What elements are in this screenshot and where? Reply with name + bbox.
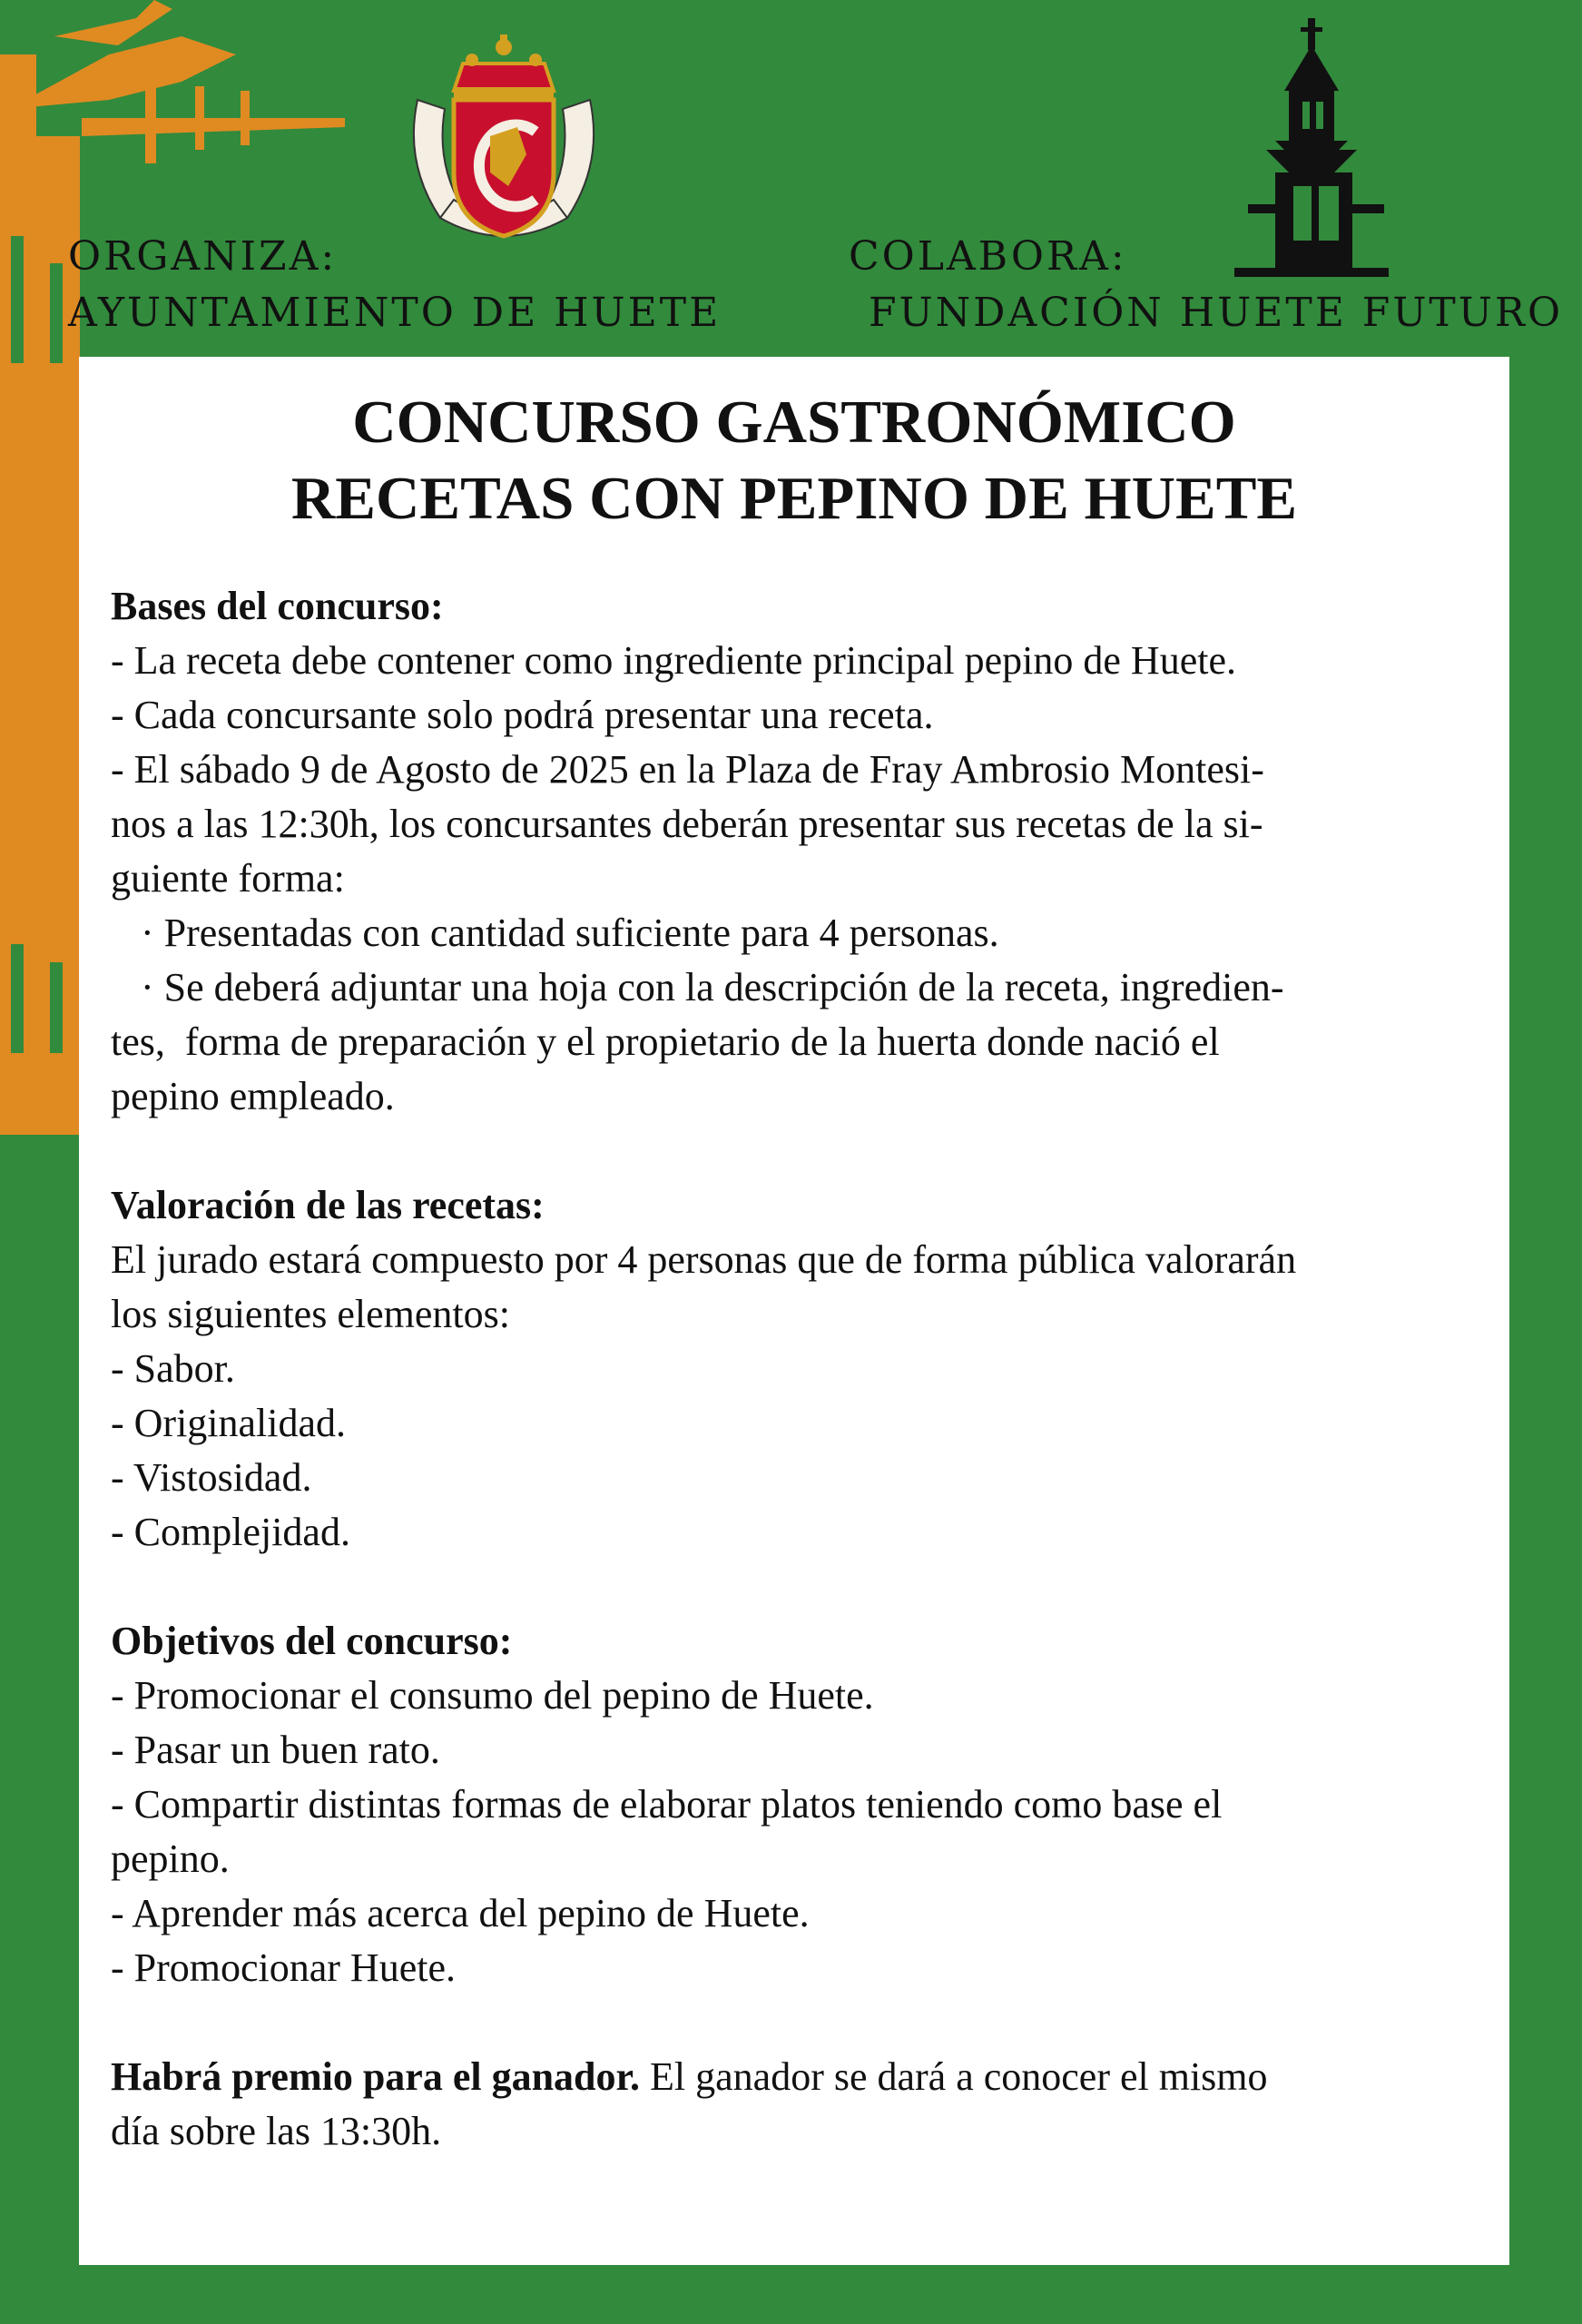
organiza-name: AYUNTAMIENTO DE HUETE [68,290,722,336]
valoracion-line: El jurado estará compuesto por 4 personas que de forma pública valorarán [111,1237,1297,1282]
title-line-1: CONCURSO GASTRONÓMICO [352,389,1236,456]
premio-bold: Habrá premio para el ganador. [111,2054,641,2099]
premio-rest: El ganador se dará a conocer el mismo [640,2054,1268,2099]
bases-line: guiente forma: [111,856,345,901]
valoracion-line: - Originalidad. [111,1401,347,1445]
objetivos-heading: Objetivos del concurso: [111,1619,513,1663]
objetivos-line: - Compartir distintas formas de elaborar platos teniendo como base el [111,1782,1223,1827]
rules-text [111,579,1490,2159]
page-title [79,384,1509,537]
bases-line: - El sábado 9 de Agosto de 2025 en la Plaza de Fray Ambrosio Montesi- [111,747,1264,792]
objetivos-line: - Pasar un buen rato. [111,1728,440,1772]
bases-line: nos a las 12:30h, los concursantes deberán presentar sus recetas de la si- [111,802,1263,846]
objetivos-line: - Aprender más acerca del pepino de Huete. [111,1891,810,1935]
valoracion-line: - Complejidad. [111,1510,350,1554]
valoracion-heading: Valoración de las recetas: [111,1183,545,1227]
organiza-label: ORGANIZA: [68,233,338,280]
objetivos-list [111,1669,1490,1995]
objetivos-line: pepino. [111,1837,230,1881]
bases-heading: Bases del concurso: [111,584,444,628]
huete-coat-of-arms-logo [399,27,608,263]
bases-line: · Presentadas con cantidad suficiente para 4 personas. [111,911,999,955]
bases-line: pepino empleado. [111,1074,395,1118]
bases-line: tes, forma de preparación y el propietario de la huerta donde nació el [111,1019,1220,1064]
organiza-block [68,229,721,341]
bases-line: · Se deberá adjuntar una hoja con la descripción de la receta, ingredien- [111,965,1284,1009]
bases-line: - La receta debe contener como ingrediente principal pepino de Huete. [111,638,1236,683]
valoracion-list [111,1233,1490,1560]
valoracion-line: los siguientes elementos: [111,1292,510,1336]
premio-paragraph [111,2050,1490,2104]
valoracion-line: - Sabor. [111,1346,235,1391]
title-line-2: RECETAS CON PEPINO DE HUETE [290,465,1298,532]
bases-line: - Cada concursante solo podrá presentar una receta. [111,693,934,737]
colabora-block [849,229,1563,341]
valoracion-line: - Vistosidad. [111,1455,312,1500]
objetivos-line: - Promocionar el consumo del pepino de Huete. [111,1673,874,1718]
objetivos-line: - Promocionar Huete. [111,1945,456,1990]
premio-line-2: día sobre las 13:30h. [111,2109,442,2153]
bases-list [111,634,1490,1124]
content-panel [79,357,1509,2265]
colabora-label: COLABORA: [849,233,1127,280]
colabora-name: FUNDACIÓN HUETE FUTURO [869,290,1564,336]
